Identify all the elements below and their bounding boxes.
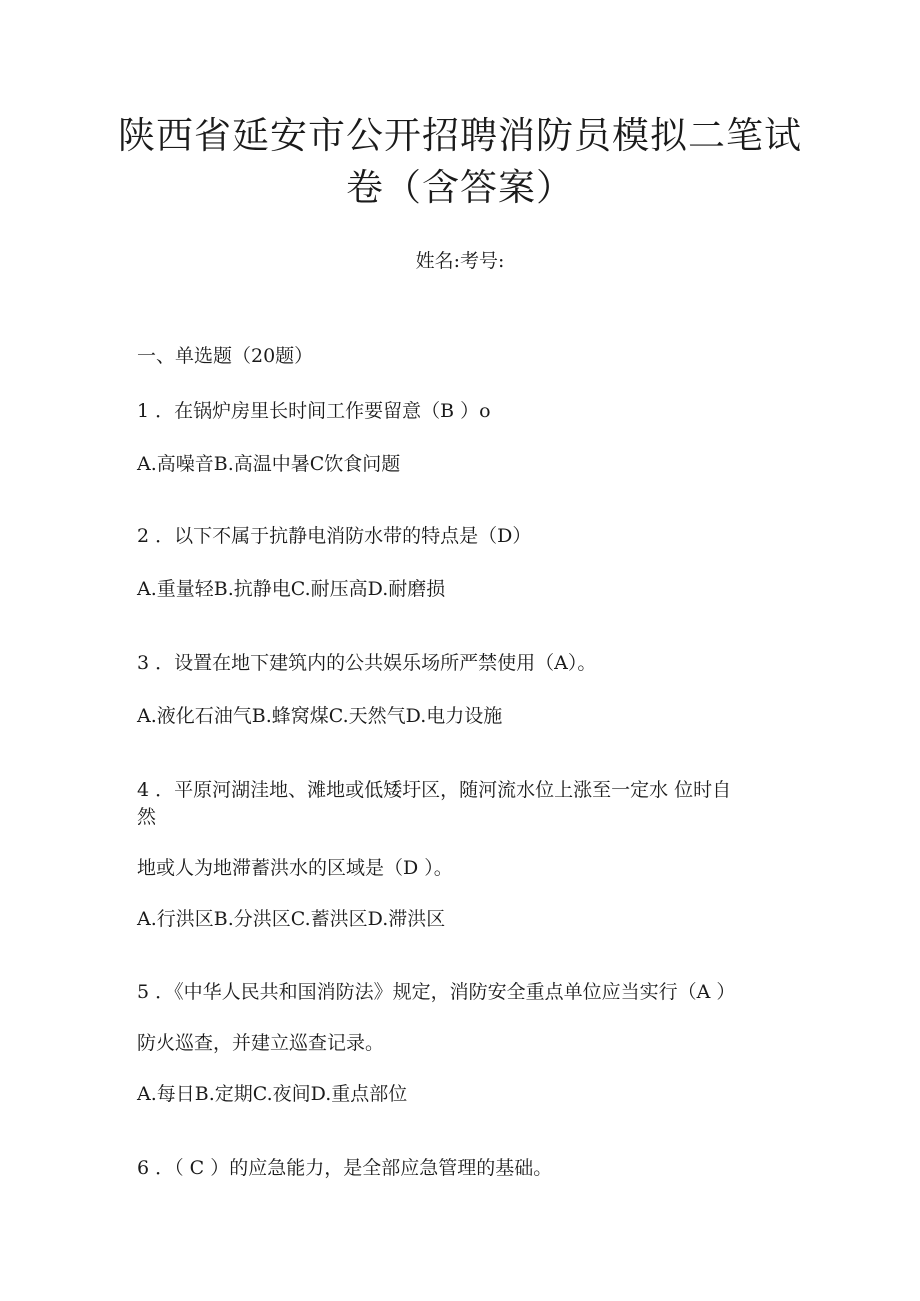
question-5-options: A.每日B.定期C.夜间D.重点部位 — [137, 1083, 408, 1105]
question-5-line-2: 防火巡查，并建立巡查记录。 — [137, 1032, 385, 1054]
question-3-options: A.液化石油气B.蜂窝煤C.天然气D.电力设施 — [137, 705, 503, 727]
document-title-line-2: 卷（含答案） — [346, 166, 574, 209]
name-exam-number-line: 姓名:考号: — [415, 250, 505, 272]
question-1-options: A.高噪音B.高温中暑C饮食问题 — [137, 453, 401, 475]
question-4-line-2: 然 — [137, 806, 157, 828]
question-4-line-1: 4 ．平原河湖洼地、滩地或低矮圩区，随河流水位上涨至一定水 位时自 — [137, 779, 732, 801]
document-title-line-1: 陕西省延安市公开招聘消防员模拟二笔试 — [118, 114, 802, 157]
question-2: 2 ．以下不属于抗静电消防水带的特点是（D） — [137, 525, 532, 547]
section-heading: 一、单选题（20题） — [137, 345, 314, 367]
question-6: 6 ．（ C ）的应急能力，是全部应急管理的基础。 — [137, 1157, 553, 1179]
question-4-options: A.行洪区B.分洪区C.蓄洪区D.滞洪区 — [137, 908, 446, 930]
question-5-line-1: 5 ．《中华人民共和国消防法》规定，消防安全重点单位应当实行（A ） — [137, 981, 736, 1003]
question-2-options: A.重量轻B.抗静电C.耐压高D.耐磨损 — [137, 578, 446, 600]
question-1: 1 ．在锅炉房里长时间工作要留意（B ）o — [137, 400, 491, 422]
question-3: 3 ．设置在地下建筑内的公共娱乐场所严禁使用（A）。 — [137, 652, 597, 674]
question-4-line-3: 地或人为地滞蓄洪水的区域是（D ）。 — [137, 857, 453, 879]
